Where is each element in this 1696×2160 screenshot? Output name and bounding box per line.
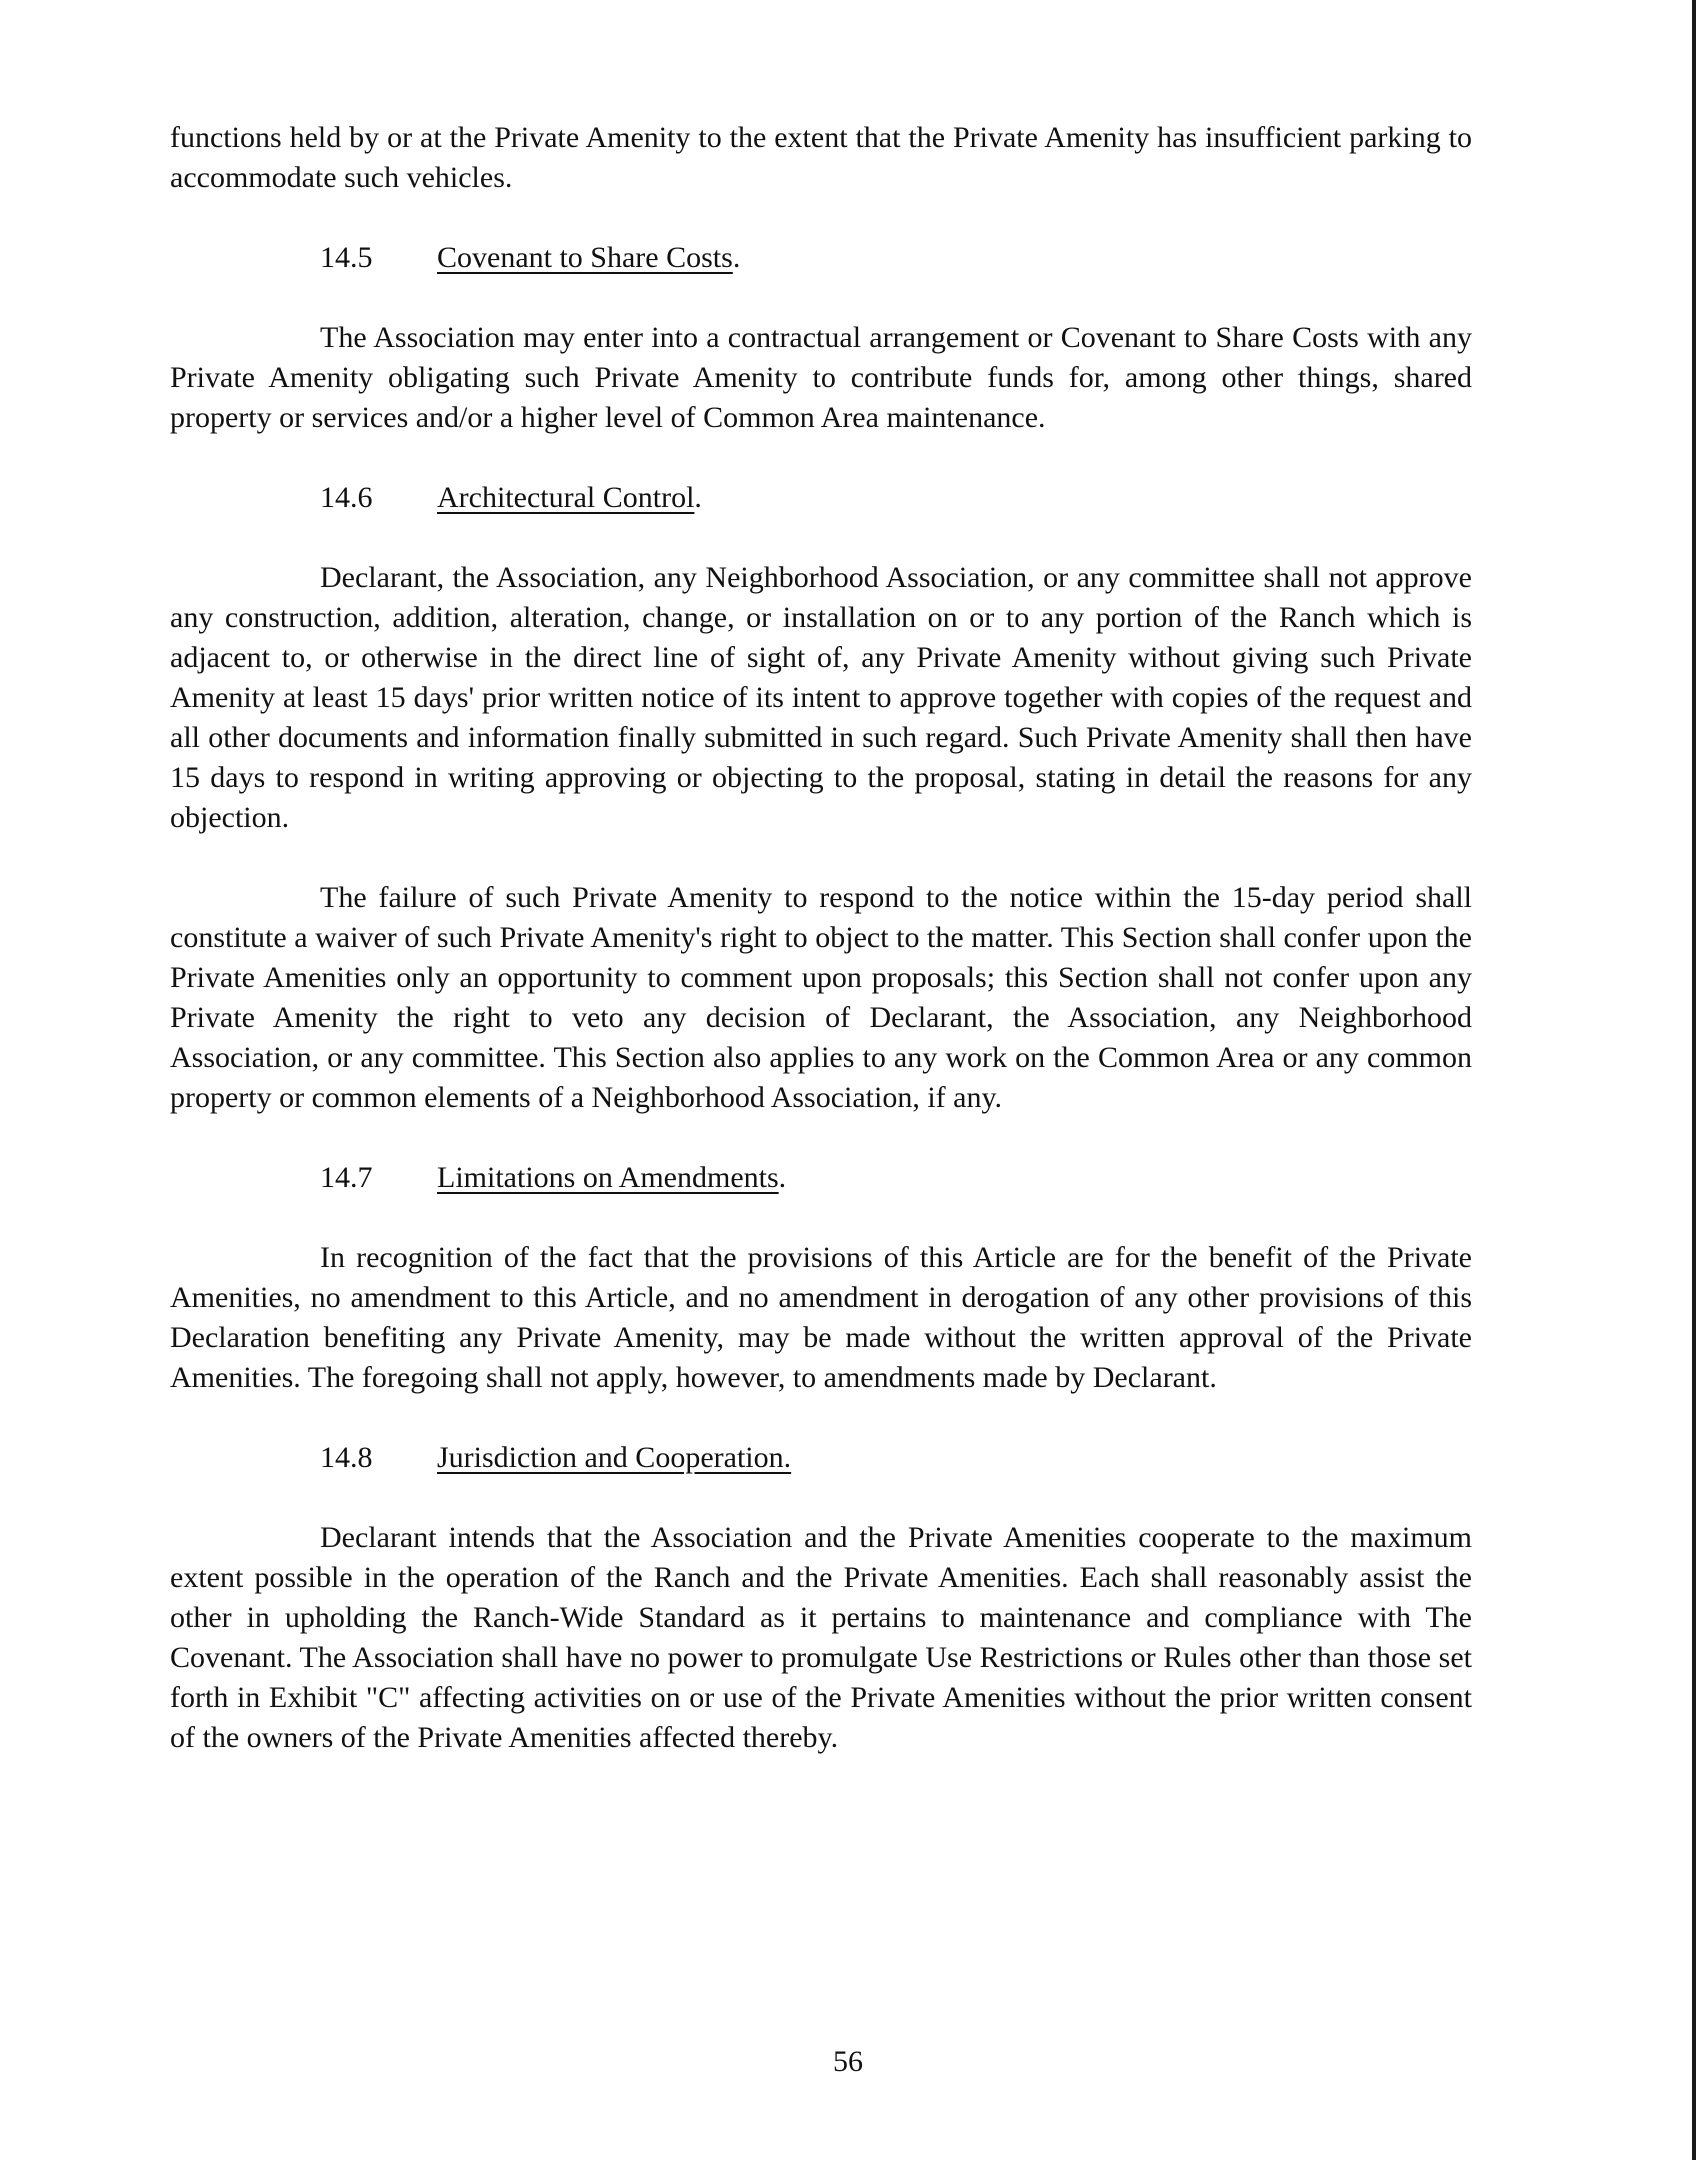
- section-number: 14.5: [320, 241, 373, 274]
- page-number: 56: [833, 2045, 863, 2078]
- section-paragraph: In recognition of the fact that the provisions of this Article are for the benefit of the Private Amenities, no amendment to this Article, and no amendment in derogation of any other provisions of this Declaration benefiting any Private Amenity, may be made without the written approval of the Private Amenities. The foregoing shall not apply, however, to amendments made by Declarant.: [170, 1241, 1472, 1394]
- page-edge: [1692, 0, 1696, 2160]
- section-number: 14.8: [320, 1441, 373, 1474]
- section-title: Architectural Control: [437, 481, 695, 514]
- section-number: 14.7: [320, 1161, 373, 1194]
- section-title: Jurisdiction and Cooperation.: [437, 1441, 792, 1474]
- section-heading-14-7: 14.7 Limitations on Amendments.: [170, 1158, 1472, 1198]
- section-title: Limitations on Amendments: [437, 1161, 779, 1194]
- section-paragraph: Declarant intends that the Association and the Private Amenities cooperate to the maximum extent possible in the operation of the Ranch and the Private Amenities. Each shall reasonably assist the other in upholding the Ranch-Wide Standard as it pertains to maintenance and compliance with The Covenant. The Association shall have no power to promulgate Use Restrictions or Rules other than those set forth in Exhibit "C" affecting activities on or use of the Private Amenities without the prior written consent of the owners of the Private Amenities affected thereby.: [170, 1521, 1472, 1754]
- section-number: 14.6: [320, 481, 373, 514]
- section-paragraph: The failure of such Private Amenity to respond to the notice within the 15-day period shall constitute a waiver of such Private Amenity's right to object to the matter. This Section shall confer upon the Private Amenities only an opportunity to comment upon proposals; this Section shall not confer upon any Private Amenity the right to veto any decision of Declarant, the Association, any Neighborhood Association, or any committee. This Section also applies to any work on the Common Area or any common property or common elements of a Neighborhood Association, if any.: [170, 881, 1472, 1114]
- page-content: [170, 118, 1472, 1758]
- section-paragraph: The Association may enter into a contractual arrangement or Covenant to Share Costs with any Private Amenity obligating such Private Amenity to contribute funds for, among other things, shared property or services and/or a higher level of Common Area maintenance.: [170, 321, 1472, 434]
- section-paragraph: Declarant, the Association, any Neighborhood Association, or any committee shall not approve any construction, addition, alteration, change, or installation on or to any portion of the Ranch which is adjacent to, or otherwise in the direct line of sight of, any Private Amenity without giving such Private Amenity at least 15 days' prior written notice of its intent to approve together with copies of the request and all other documents and information finally submitted in such regard. Such Private Amenity shall then have 15 days to respond in writing approving or objecting to the proposal, stating in detail the reasons for any objection.: [170, 561, 1472, 834]
- section-title: Covenant to Share Costs: [437, 241, 733, 274]
- continuation-paragraph: functions held by or at the Private Amenity to the extent that the Private Amenity has insufficient parking to accommodate such vehicles.: [170, 121, 1472, 194]
- section-heading-14-5: 14.5 Covenant to Share Costs.: [170, 238, 1472, 278]
- section-heading-14-8: [170, 1438, 1472, 1478]
- section-heading-14-6: 14.6 Architectural Control.: [170, 478, 1472, 518]
